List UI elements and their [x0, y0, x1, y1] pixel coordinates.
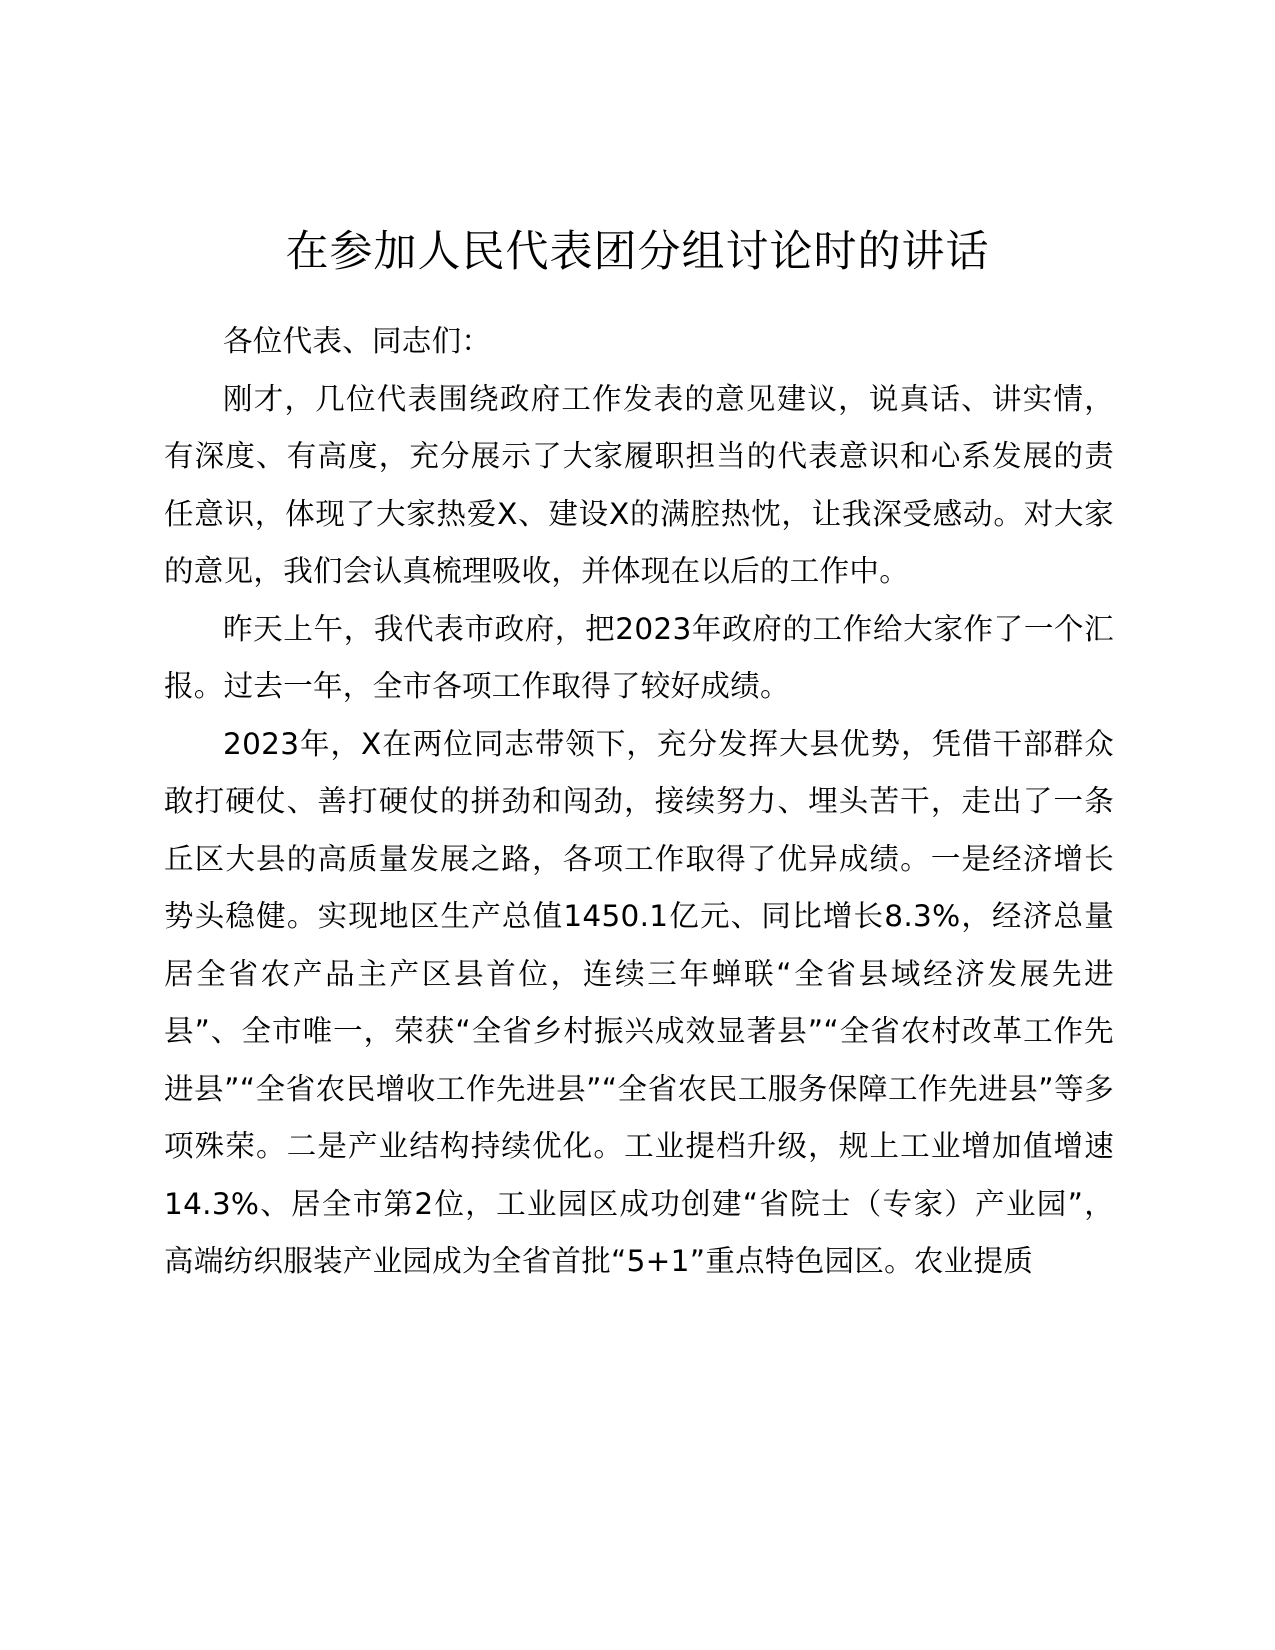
paragraph-achievements: 2023年，X在两位同志带领下，充分发挥大县优势，凭借干部群众敢打硬仗、善打硬仗的拼劲和闯劲，接续努力、埋头苦干，走出了一条丘区大县的高质量发展之路，各项工作取得了优异成绩。一是经济增长势头稳健。实现地区生产总值1450.1亿元、同比增长8.3%，经济总量居全省农产品主产区县首位，连续三年蝉联“全省县域经济发展先进县”、全市唯一，荣获“全省乡村振兴成效显著县”“全省农村改革工作先进县”“全省农民增收工作先进县”“全省农民工服务保障工作先进县”等多项殊荣。二是产业结构持续优化。工业提档升级，规上工业增加值增速14.3%、居全市第2位，工业园区成功创建“省院士（专家）产业园”，高端纺织服装产业园成为全省首批“5+1”重点特色园区。农业提质 [164, 726, 1114, 1278]
document-body [164, 313, 1114, 1291]
document-title: 在参加人民代表团分组讨论时的讲话 [285, 227, 990, 277]
paragraph-opening: 刚才，几位代表围绕政府工作发表的意见建议，说真话、讲实情，有深度、有高度，充分展示了大家履职担当的代表意识和心系发展的责任意识，体现了大家热爱X、建设X的满腔热忱，让我深受感动。对大家的意见，我们会认真梳理吸收，并体现在以后的工作中。 [164, 381, 1114, 588]
paragraph-report: 昨天上午，我代表市政府，把2023年政府的工作给大家作了一个汇报。过去一年，全市各项工作取得了较好成绩。 [164, 611, 1114, 703]
salutation: 各位代表、同志们： [223, 324, 492, 358]
